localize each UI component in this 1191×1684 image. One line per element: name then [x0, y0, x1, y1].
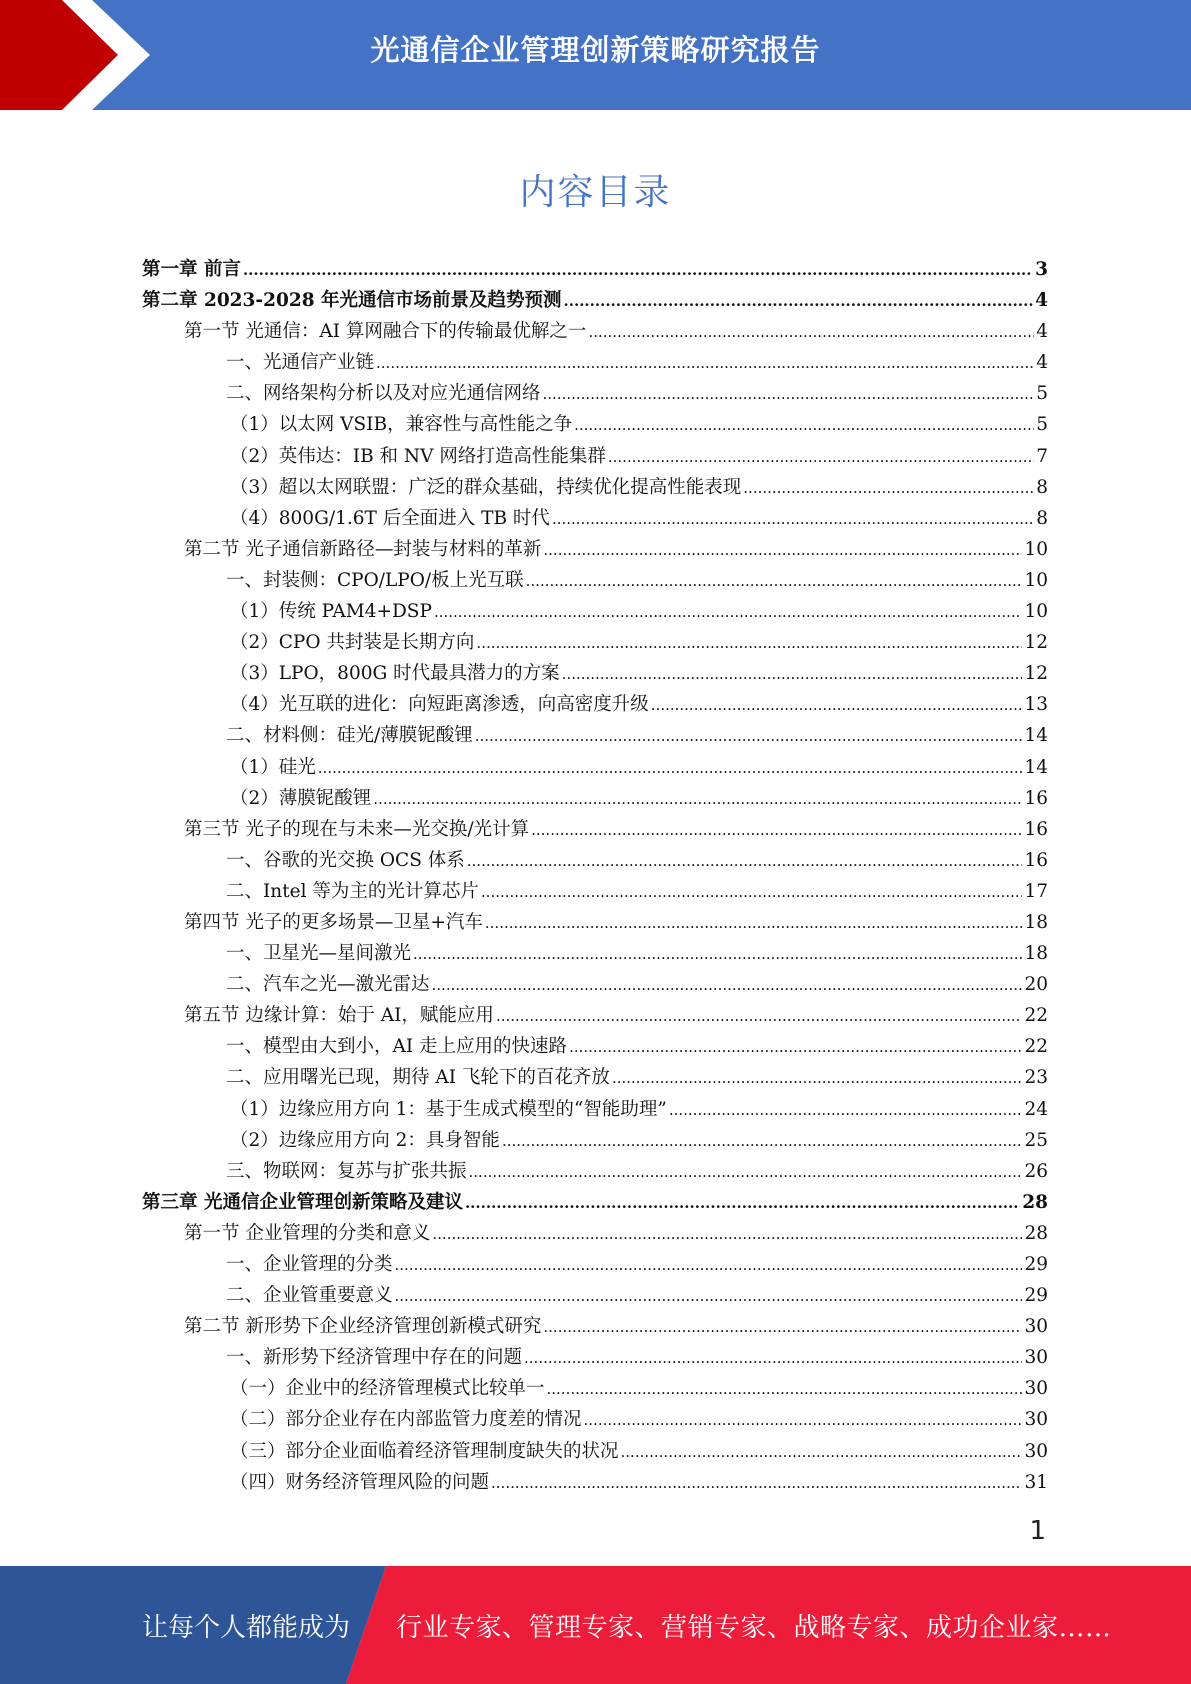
toc-entry-title: 第三节 光子的现在与未来—光交换/光计算 [184, 818, 530, 840]
toc-entry-page: 3 [1035, 259, 1048, 280]
footer-slogan-right: 行业专家、管理专家、营销专家、战略专家、成功企业家…… [396, 1613, 1112, 1643]
toc-heading: 内容目录 [519, 172, 672, 213]
toc-entry-page: 31 [1024, 1471, 1048, 1493]
toc-entry[interactable] [142, 1249, 1048, 1280]
toc-entry[interactable] [142, 409, 1048, 440]
toc-entry-page: 5 [1036, 414, 1048, 436]
toc-entry[interactable] [142, 441, 1048, 472]
toc-entry-title: （4）800G/1.6T 后全面进入 TB 时代 [230, 507, 550, 529]
toc-dot-leader [376, 347, 1034, 378]
page-number: 1 [1029, 1516, 1046, 1546]
table-of-contents [142, 254, 1048, 1498]
toc-entry[interactable] [142, 503, 1048, 534]
toc-entry-title: 第四节 光子的更多场景—卫星+汽车 [184, 911, 483, 933]
toc-entry[interactable] [142, 378, 1048, 409]
toc-entry-title: （三）部分企业面临着经济管理制度缺失的状况 [230, 1440, 619, 1462]
toc-entry-page: 10 [1024, 569, 1048, 591]
toc-entry-page: 4 [1036, 321, 1048, 343]
toc-dot-leader [562, 658, 1023, 689]
toc-entry-title: （3）超以太网联盟：广泛的群众基础，持续优化提高性能表现 [230, 476, 742, 498]
toc-entry-title: 第二章 2023-2028 年光通信市场前景及趋势预测 [142, 290, 562, 312]
toc-entry-page: 5 [1036, 383, 1048, 405]
toc-entry[interactable] [142, 1031, 1048, 1062]
toc-entry-title: （3）LPO，800G 时代最具潜力的方案 [230, 663, 560, 685]
toc-dot-leader [502, 1125, 1023, 1156]
toc-entry-page: 4 [1035, 290, 1048, 312]
toc-entry[interactable] [142, 1342, 1048, 1373]
toc-entry[interactable] [142, 316, 1048, 347]
toc-dot-leader [564, 285, 1034, 316]
toc-entry[interactable] [142, 689, 1048, 720]
toc-dot-leader [395, 1280, 1023, 1311]
toc-dot-leader [481, 876, 1023, 907]
toc-entry-page: 29 [1024, 1254, 1048, 1275]
toc-entry[interactable] [142, 254, 1048, 285]
toc-dot-leader [465, 1187, 1020, 1218]
toc-entry-title: 第一节 企业管理的分类和意义 [184, 1222, 431, 1244]
toc-entry-page: 8 [1036, 507, 1048, 529]
toc-entry-page: 16 [1024, 818, 1048, 840]
toc-entry[interactable] [142, 1436, 1048, 1467]
toc-entry[interactable] [142, 1311, 1048, 1342]
toc-entry[interactable] [142, 938, 1048, 969]
toc-entry-page: 10 [1024, 538, 1048, 560]
toc-entry-page: 30 [1024, 1409, 1048, 1431]
toc-entry-title: 第二节 新形势下企业经济管理创新模式研究 [184, 1316, 542, 1338]
toc-entry[interactable] [142, 1467, 1048, 1498]
toc-entry[interactable] [142, 596, 1048, 627]
toc-entry-page: 12 [1024, 663, 1048, 685]
toc-entry-title: 二、Intel 等为主的光计算芯片 [226, 880, 479, 902]
toc-entry-title: 一、企业管理的分类 [226, 1254, 393, 1275]
toc-entry[interactable] [142, 876, 1048, 907]
toc-entry-title: 三、物联网：复苏与扩张共振 [226, 1160, 467, 1182]
toc-entry[interactable] [142, 1062, 1048, 1093]
toc-dot-leader [243, 254, 1033, 285]
toc-entry-title: 一、光通信产业链 [226, 352, 375, 374]
header-title: 光通信企业管理创新策略研究报告 [370, 33, 821, 67]
toc-entry[interactable] [142, 1218, 1048, 1249]
toc-dot-leader [552, 503, 1034, 534]
toc-dot-leader [485, 907, 1023, 938]
toc-entry-title: 一、模型由大到小，AI 走上应用的快速路 [226, 1036, 568, 1058]
toc-entry-title: （2）英伟达：IB 和 NV 网络打造高性能集群 [230, 445, 606, 467]
toc-dot-leader [543, 1311, 1022, 1342]
toc-entry[interactable] [142, 969, 1048, 1000]
toc-entry-title: 一、谷歌的光交换 OCS 体系 [226, 849, 465, 871]
toc-entry-page: 16 [1024, 787, 1048, 809]
toc-entry-page: 14 [1024, 725, 1048, 747]
toc-dot-leader [469, 1156, 1023, 1187]
toc-entry-page: 25 [1024, 1129, 1048, 1151]
toc-entry-page: 8 [1036, 476, 1048, 498]
toc-entry[interactable] [142, 907, 1048, 938]
toc-entry-title: 一、卫星光—星间激光 [226, 943, 412, 965]
toc-entry-title: （2）薄膜铌酸锂 [230, 787, 372, 809]
toc-entry-title: 第五节 边缘计算：始于 AI，赋能应用 [184, 1005, 494, 1027]
toc-entry-page: 30 [1024, 1378, 1048, 1400]
toc-entry-title: 第二节 光子通信新路径—封装与材料的革新 [184, 538, 542, 560]
toc-dot-leader [588, 316, 1034, 347]
toc-entry-title: （4）光互联的进化：向短距离渗透，向高密度升级 [230, 694, 649, 716]
toc-entry-page: 10 [1024, 601, 1048, 623]
toc-dot-leader [743, 472, 1034, 503]
toc-entry-title: 一、封装侧：CPO/LPO/板上光互联 [226, 569, 524, 591]
toc-entry-title: 二、汽车之光—激光雷达 [226, 974, 430, 996]
toc-entry-page: 28 [1022, 1191, 1048, 1213]
toc-entry[interactable] [142, 845, 1048, 876]
toc-entry[interactable] [142, 472, 1048, 503]
toc-entry-title: 第一节 光通信：AI 算网融合下的传输最优解之一 [184, 321, 587, 343]
toc-entry-title: 一、新形势下经济管理中存在的问题 [226, 1347, 523, 1369]
toc-entry-page: 16 [1024, 849, 1048, 871]
toc-entry-page: 20 [1024, 974, 1048, 996]
toc-entry-title: 二、网络架构分析以及对应光通信网络 [226, 383, 541, 405]
toc-entry[interactable] [142, 347, 1048, 378]
toc-entry-title: （二）部分企业存在内部监管力度差的情况 [230, 1409, 582, 1431]
toc-entry[interactable] [142, 565, 1048, 596]
toc-entry-title: 二、材料侧：硅光/薄膜铌酸锂 [226, 725, 473, 747]
toc-entry[interactable] [142, 285, 1048, 316]
toc-entry-page: 30 [1024, 1440, 1048, 1462]
toc-dot-leader [531, 814, 1022, 845]
toc-entry-page: 22 [1024, 1005, 1048, 1027]
toc-entry-page: 7 [1036, 445, 1048, 467]
page-header [0, 0, 1191, 110]
toc-entry-title: 第三章 光通信企业管理创新策略及建议 [142, 1191, 463, 1213]
toc-dot-leader [434, 596, 1023, 627]
toc-entry-page: 22 [1024, 1036, 1048, 1058]
toc-entry-page: 4 [1036, 352, 1048, 374]
toc-entry[interactable] [142, 720, 1048, 751]
toc-entry-title: （2）边缘应用方向 2：具身智能 [230, 1129, 500, 1151]
toc-entry[interactable] [142, 1187, 1048, 1218]
toc-entry-page: 18 [1024, 943, 1048, 965]
toc-entry-page: 14 [1024, 756, 1048, 778]
toc-dot-leader [395, 1249, 1023, 1280]
toc-entry[interactable] [142, 752, 1048, 783]
toc-dot-leader [526, 565, 1023, 596]
toc-dot-leader [432, 969, 1023, 1000]
toc-entry-page: 23 [1024, 1067, 1048, 1089]
toc-entry[interactable] [142, 1373, 1048, 1404]
toc-entry-title: （1）以太网 VSIB，兼容性与高性能之争 [230, 414, 573, 436]
toc-entry-title: （四）财务经济管理风险的问题 [230, 1471, 490, 1493]
footer-slogan-left: 让每个人都能成为 [142, 1613, 351, 1643]
toc-dot-leader [543, 534, 1022, 565]
toc-entry[interactable] [142, 1125, 1048, 1156]
toc-dot-leader [569, 1031, 1022, 1062]
toc-dot-leader [318, 752, 1023, 783]
toc-entry[interactable] [142, 1156, 1048, 1187]
toc-entry-page: 29 [1024, 1285, 1048, 1307]
toc-entry[interactable] [142, 534, 1048, 565]
toc-entry[interactable] [142, 627, 1048, 658]
toc-dot-leader [475, 720, 1023, 751]
toc-dot-leader [574, 409, 1034, 440]
toc-entry-title: 二、应用曙光已现，期待 AI 飞轮下的百花齐放 [226, 1067, 610, 1089]
toc-entry-page: 30 [1024, 1347, 1048, 1369]
toc-entry[interactable] [142, 1000, 1048, 1031]
toc-entry-page: 12 [1024, 632, 1048, 654]
toc-dot-leader [524, 1342, 1022, 1373]
toc-dot-leader [476, 627, 1022, 658]
toc-dot-leader [467, 845, 1023, 876]
toc-entry-title: （一）企业中的经济管理模式比较单一 [230, 1378, 545, 1400]
toc-dot-leader [373, 783, 1022, 814]
toc-dot-leader [491, 1467, 1022, 1498]
toc-dot-leader [432, 1218, 1022, 1249]
toc-dot-leader [547, 1373, 1023, 1404]
toc-entry-title: （2）CPO 共封装是长期方向 [230, 632, 475, 654]
toc-entry-title: 二、企业管重要意义 [226, 1285, 393, 1307]
toc-dot-leader [612, 1062, 1023, 1093]
toc-dot-leader [543, 378, 1035, 409]
toc-entry-page: 26 [1024, 1160, 1048, 1182]
toc-entry-title: （1）硅光 [230, 756, 316, 778]
toc-entry-page: 17 [1024, 880, 1048, 902]
toc-dot-leader [608, 441, 1034, 472]
toc-entry-page: 18 [1024, 911, 1048, 933]
toc-dot-leader [496, 1000, 1023, 1031]
toc-entry[interactable] [142, 814, 1048, 845]
toc-entry-title: （1）传统 PAM4+DSP [230, 601, 432, 623]
toc-entry-page: 24 [1024, 1098, 1048, 1120]
toc-entry[interactable] [142, 1094, 1048, 1125]
page-footer [0, 1566, 1191, 1684]
toc-entry-page: 30 [1024, 1316, 1048, 1338]
toc-dot-leader [651, 689, 1023, 720]
toc-dot-leader [669, 1094, 1023, 1125]
toc-entry-title: （1）边缘应用方向 1：基于生成式模型的“智能助理” [230, 1098, 667, 1120]
toc-entry[interactable] [142, 658, 1048, 689]
toc-entry[interactable] [142, 783, 1048, 814]
toc-entry-page: 28 [1024, 1222, 1048, 1244]
toc-entry[interactable] [142, 1280, 1048, 1311]
toc-dot-leader [584, 1404, 1023, 1435]
toc-dot-leader [621, 1436, 1023, 1467]
toc-dot-leader [413, 938, 1022, 969]
toc-entry-title: 第一章 前言 [142, 259, 241, 280]
toc-entry-page: 13 [1024, 694, 1048, 716]
toc-entry[interactable] [142, 1404, 1048, 1435]
